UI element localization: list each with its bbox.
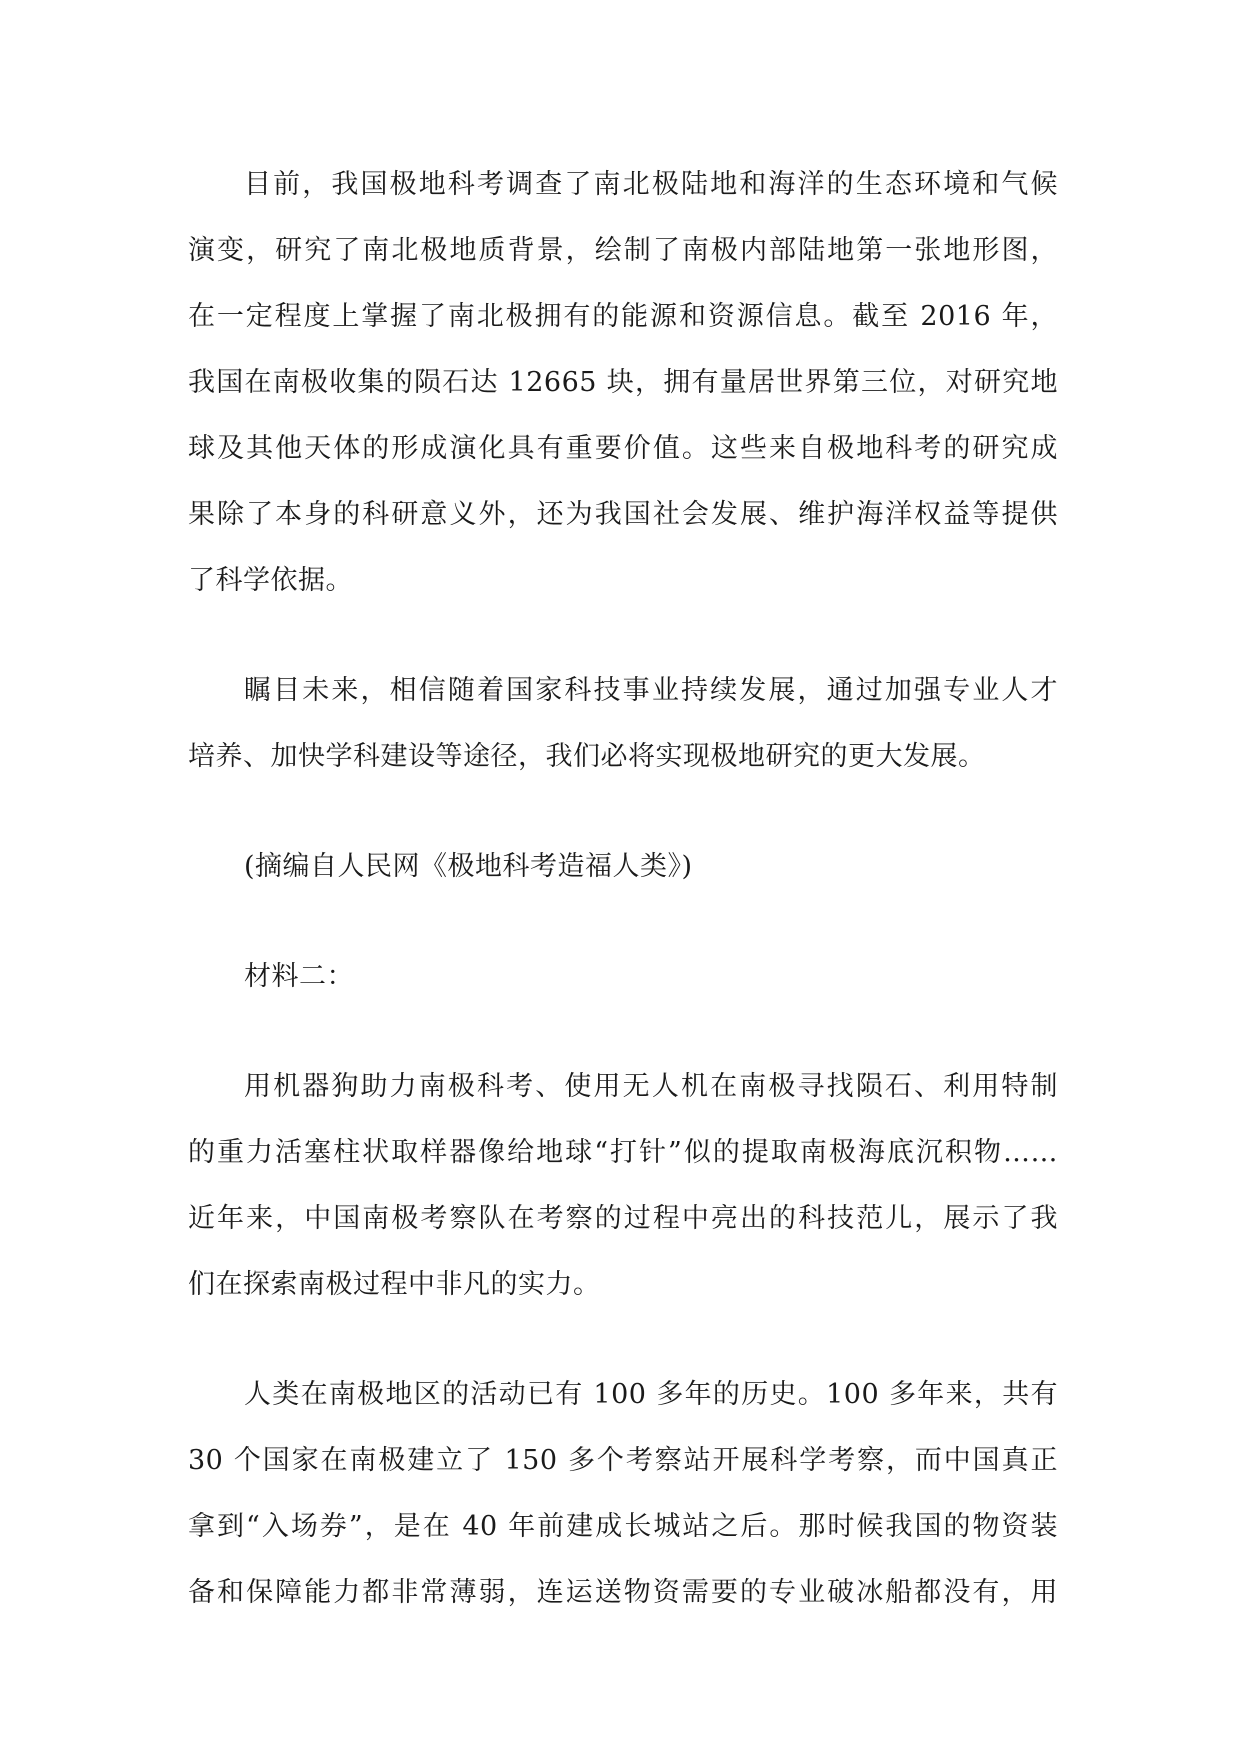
text-line: 拿到“入场券”，是在 40 年前建成长城站之后。那时候我国的物资装 bbox=[188, 1511, 1058, 1542]
text-line: 我国在南极收集的陨石达 12665 块，拥有量居世界第三位，对研究地 bbox=[188, 367, 1058, 398]
material-two-heading: 材料二： bbox=[244, 961, 354, 992]
paragraph-gap bbox=[188, 1010, 1058, 1054]
text-line: 了科学依据。 bbox=[188, 565, 353, 596]
paragraph-gap bbox=[188, 790, 1058, 834]
text-line: 备和保障能力都非常薄弱，连运送物资需要的专业破冰船都没有，用 bbox=[188, 1577, 1058, 1608]
paragraph-1 bbox=[188, 152, 1058, 614]
text-line: 培养、加快学科建设等途径，我们必将实现极地研究的更大发展。 bbox=[188, 741, 986, 772]
document-page bbox=[188, 152, 1058, 1626]
text-line: 瞩目未来，相信随着国家科技事业持续发展，通过加强专业人才 bbox=[244, 675, 1058, 706]
text-line: 人类在南极地区的活动已有 100 多年的历史。100 多年来，共有 bbox=[244, 1379, 1058, 1410]
text-line: 们在探索南极过程中非凡的实力。 bbox=[188, 1269, 601, 1300]
text-line: 在一定程度上掌握了南北极拥有的能源和资源信息。截至 2016 年， bbox=[188, 301, 1058, 332]
text-line: 近年来，中国南极考察队在考察的过程中亮出的科技范儿，展示了我 bbox=[188, 1203, 1058, 1234]
text-line: 30 个国家在南极建立了 150 多个考察站开展科学考察，而中国真正 bbox=[188, 1445, 1058, 1476]
text-line: 用机器狗助力南极科考、使用无人机在南极寻找陨石、利用特制 bbox=[244, 1071, 1058, 1102]
source-citation bbox=[188, 834, 1058, 900]
paragraph-gap bbox=[188, 900, 1058, 944]
text-line: 球及其他天体的形成演化具有重要价值。这些来自极地科考的研究成 bbox=[188, 433, 1058, 464]
paragraph-4 bbox=[188, 1362, 1058, 1626]
text-line: 演变，研究了南北极地质背景，绘制了南极内部陆地第一张地形图， bbox=[188, 235, 1058, 266]
paragraph-gap bbox=[188, 614, 1058, 658]
paragraph-3 bbox=[188, 1054, 1058, 1318]
text-line: 目前，我国极地科考调查了南北极陆地和海洋的生态环境和气候 bbox=[244, 169, 1058, 200]
text-line: 的重力活塞柱状取样器像给地球“打针”似的提取南极海底沉积物…… bbox=[188, 1137, 1058, 1168]
text-line: 果除了本身的科研意义外，还为我国社会发展、维护海洋权益等提供 bbox=[188, 499, 1058, 530]
section-heading bbox=[188, 944, 1058, 1010]
paragraph-gap bbox=[188, 1318, 1058, 1362]
citation-text: (摘编自人民网《极地科考造福人类》) bbox=[244, 851, 693, 882]
paragraph-2 bbox=[188, 658, 1058, 790]
